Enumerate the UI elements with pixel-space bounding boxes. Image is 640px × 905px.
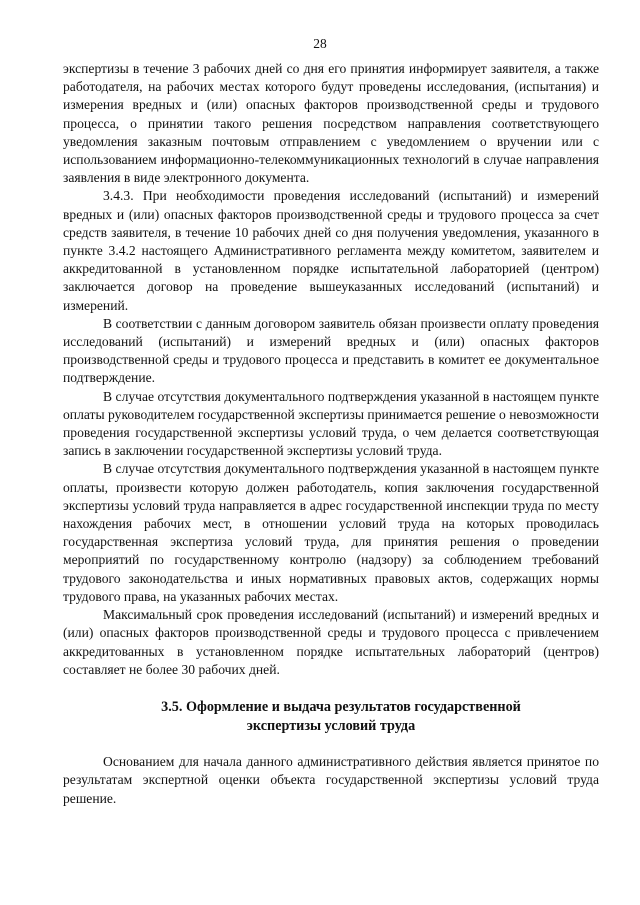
paragraph-max-duration: Максимальный срок проведения исследований (испытаний) и измерений вредных и (или) опасных факторов производственной среды и трудового процесса с привлечением аккредитованных в установленном порядке испытательных лабораторий (центров) составляет не более 30 рабочих дней. — [63, 607, 599, 677]
section-heading-line-1: 3.5. Оформление и выдача результатов государственной — [161, 698, 521, 715]
paragraph-3-4-3: 3.4.3. При необходимости проведения исследований (испытаний) и измерений вредных и (или) опасных факторов производственной среды и трудового процесса за счет средств заявителя, в течение 10 рабочих дней со дня получения уведомления, указанного в пункте 3.4.2 настоящего Административного регламента между комитетом, заявителем и аккредитованной в установленном порядке испытательной лабораторией (центром) заключается договор на проведение вышеуказанных исследований (испытаний) и измерений. — [63, 188, 599, 313]
page-number: 28 — [313, 36, 327, 51]
paragraph-section-3-5-basis: Основанием для начала данного административного действия является принятое по результатам экспертной оценки объекта государственной экспертизы условий труда решение. — [63, 754, 599, 806]
section-heading-line-2: экспертизы условий труда — [246, 717, 416, 734]
paragraph-continuation: экспертизы в течение 3 рабочих дней со дня его принятия информирует заявителя, а также работодателя, на рабочих местах которого будут проведены исследования, (испытания) и измерения вредных и (или) опасных факторов производственной среды и трудового процесса, о принятии такого решения посредством направления соответствующего уведомления заказным почтовым отправлением с уведомлением о вручении или с использованием информационно-телекоммуникационных технологий в случае направления заявления в виде электронного документа. — [63, 61, 599, 186]
paragraph-payment-obligation: В соответствии с данным договором заявитель обязан произвести оплату проведения исследований (испытаний) и измерений вредных и (или) опасных факторов производственной среды и трудового процесса и представить в комитет ее документальное подтверждение. — [63, 315, 599, 386]
paragraph-no-confirmation-decision: В случае отсутствия документального подтверждения указанной в настоящем пункте оплаты руководителем государственной экспертизы принимается решение о невозможности проведения государственной экспертизы условий труда, о чем делается соответствующая запись в заключении государственной экспертизы условий труда. — [63, 388, 599, 459]
document-body — [63, 60, 599, 808]
section-heading-3-5 — [63, 698, 599, 735]
paragraph-no-confirmation-employer: В случае отсутствия документального подтверждения указанной в настоящем пункте оплаты, произвести которую должен работодатель, копия заключения государственной экспертизы условий труда направляется в адрес государственной инспекции труда по месту нахождения рабочих мест, в отношении условий труда на которых проводилась государственная экспертиза условий труда, для принятия решения о проведении мероприятий по государственному контролю (надзору) за соблюдением требований трудового законодательства и иных нормативных правовых актов, содержащих нормы трудового права, на указанных рабочих местах. — [63, 461, 599, 604]
